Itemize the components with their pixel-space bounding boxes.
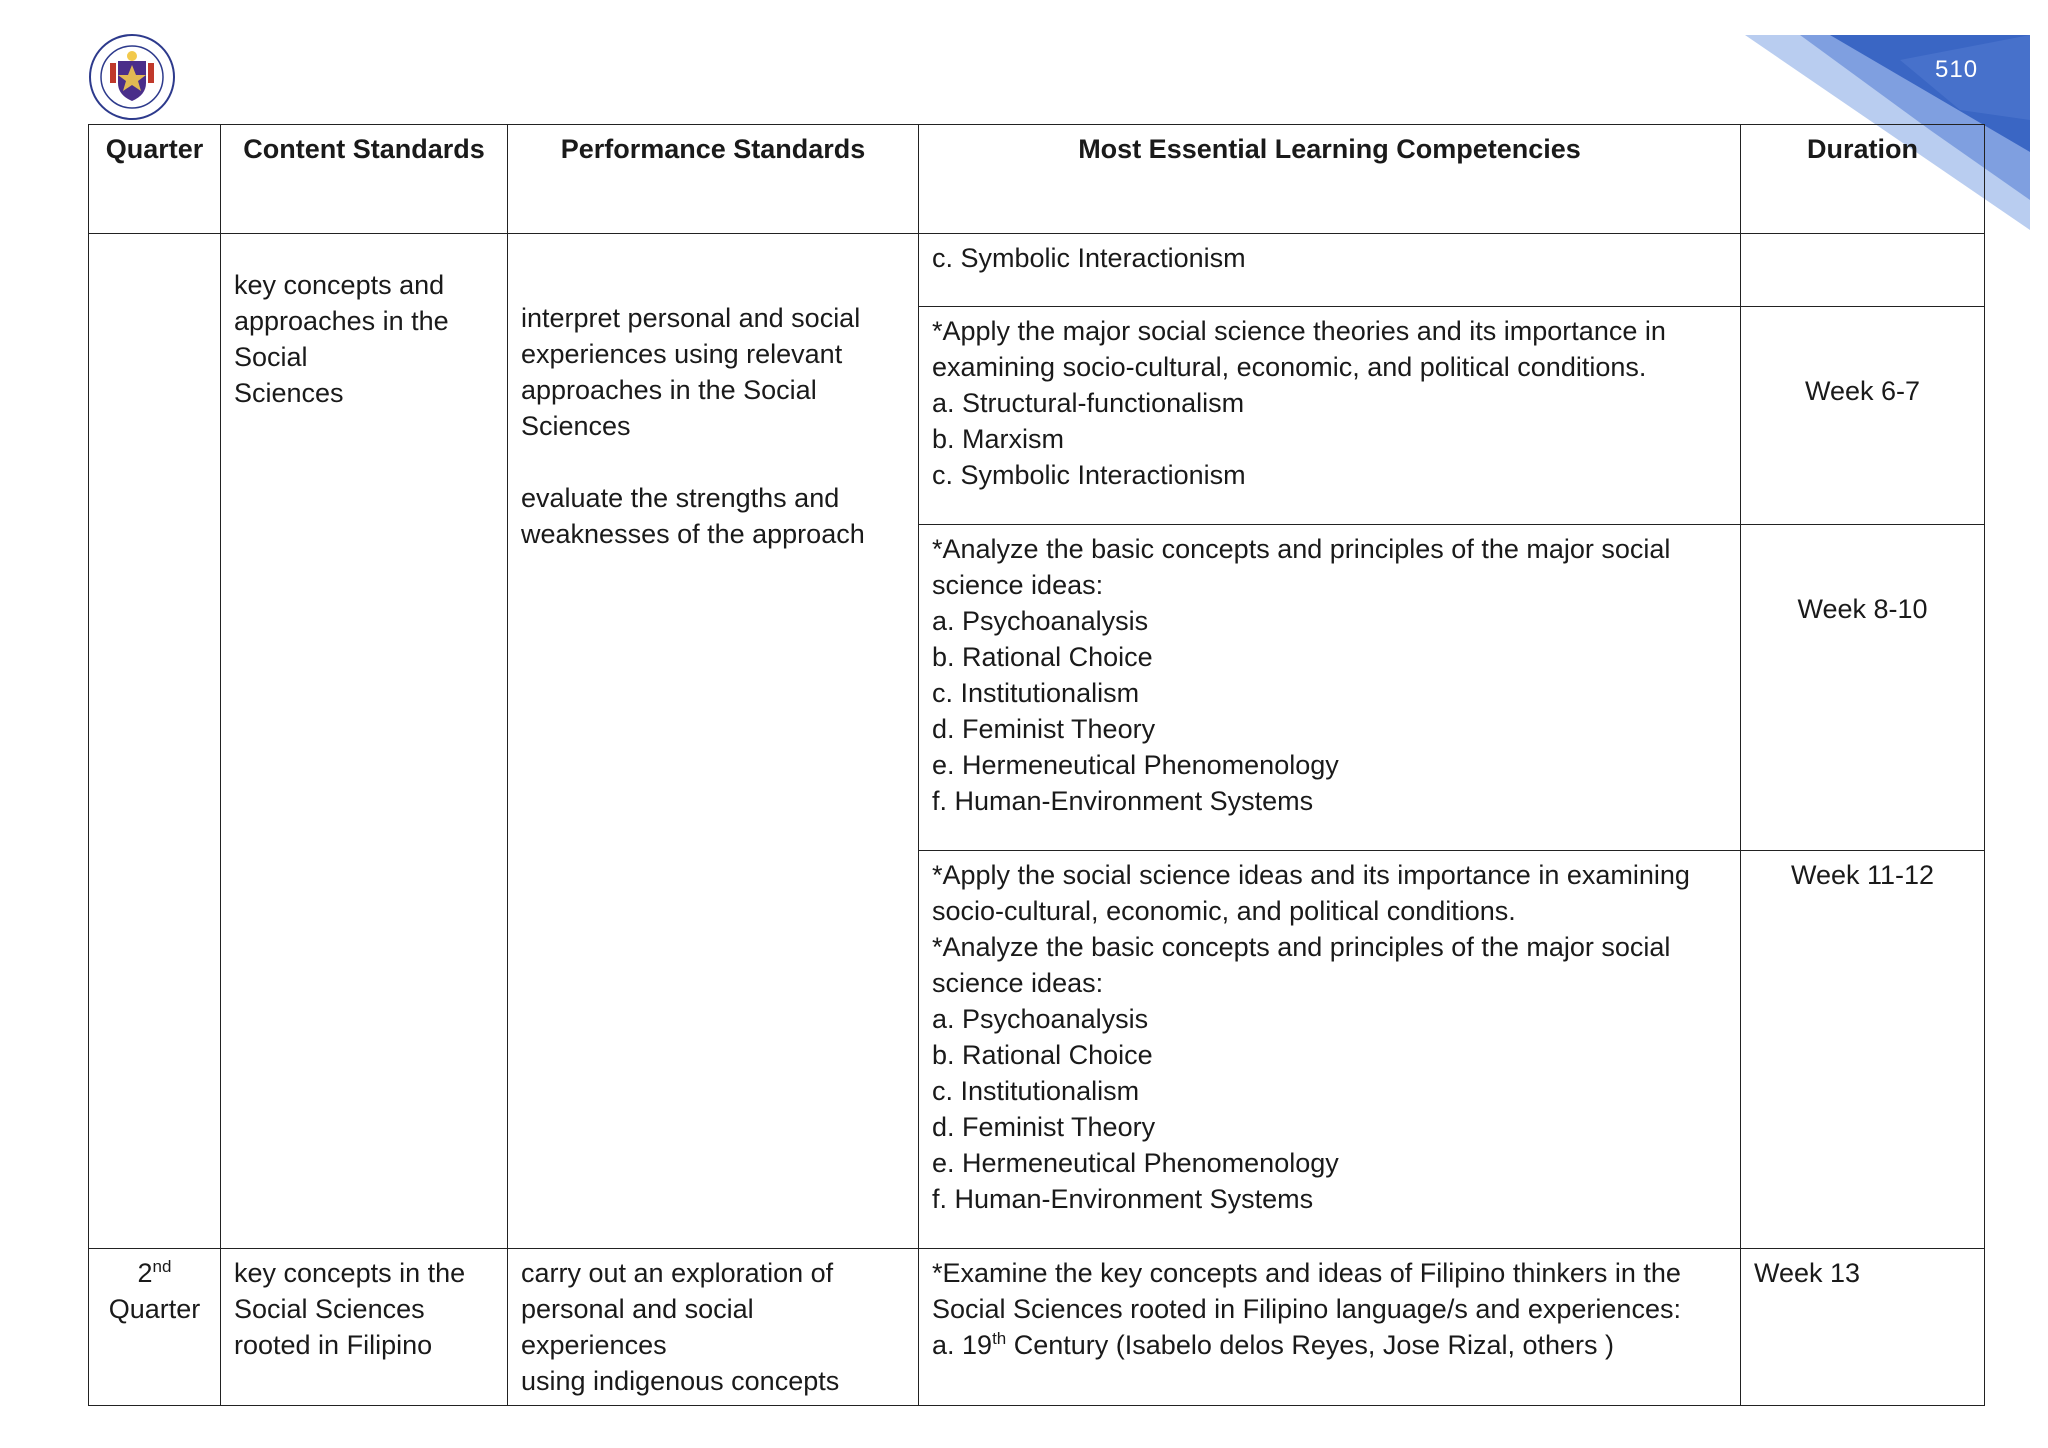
page-number: 510: [1935, 56, 1979, 83]
duration-cell: Week 6-7: [1741, 307, 1985, 525]
table-row: [89, 234, 1985, 307]
header-content-standards: Content Standards: [221, 125, 508, 234]
quarter-cell: [89, 1249, 221, 1406]
header-melc: Most Essential Learning Competencies: [919, 125, 1741, 234]
table-header-row: [89, 125, 1985, 234]
header-duration: Duration: [1741, 125, 1985, 234]
quarter-word: Quarter: [108, 1294, 201, 1324]
duration-cell: Week 11-12: [1741, 851, 1985, 1249]
performance-standard-cell: carry out an exploration of personal and social experiences using indigenous concepts: [508, 1249, 919, 1406]
performance-standard-cell: interpret personal and social experiences using relevant approaches in the Social Sciences evaluate the strengths and weaknesses of the approach: [508, 234, 919, 1249]
header-quarter: Quarter: [89, 125, 221, 234]
table-row: [89, 1249, 1985, 1406]
melc-cell: *Apply the social science ideas and its importance in examining socio-cultural, economic, and political conditions. *Analyze the basic concepts and principles of the major social science ideas: a. Psychoanalysis b. Rational Choice c. Institutionalism d. Feminist Theory e. Hermeneutical Phenomenology f. Human-Environment Systems: [919, 851, 1741, 1249]
melc-cell: *Analyze the basic concepts and principles of the major social science ideas: a. Psychoanalysis b. Rational Choice c. Institutionalism d. Feminist Theory e. Hermeneutical Phenomenology f. Human-Environment Systems: [919, 525, 1741, 851]
melc-text: *Examine the key concepts and ideas of Filipino thinkers in the Social Sciences rooted in Filipino language/s and experiences:: [932, 1258, 1681, 1324]
content-standard-cell: key concepts and approaches in the Social Sciences: [221, 234, 508, 1249]
melc-cell: c. Symbolic Interactionism: [919, 234, 1741, 307]
melc-item-suffix: th: [992, 1329, 1007, 1348]
melc-item-rest: Century (Isabelo delos Reyes, Jose Rizal, others ): [1006, 1330, 1615, 1360]
quarter-number: 2: [137, 1258, 153, 1288]
duration-cell: Week 8-10: [1741, 525, 1985, 851]
duration-cell: Week 13: [1741, 1249, 1985, 1406]
deped-seal-logo: [88, 33, 176, 121]
melc-cell: [919, 1249, 1741, 1406]
curriculum-table: [88, 124, 1985, 1406]
melc-cell: *Apply the major social science theories and its importance in examining socio-cultural, economic, and political conditions. a. Structural-functionalism b. Marxism c. Symbolic Interactionism: [919, 307, 1741, 525]
quarter-suffix: nd: [152, 1257, 172, 1276]
duration-cell: [1741, 234, 1985, 307]
melc-item-prefix: a. 19: [932, 1330, 993, 1360]
quarter-cell-empty: [89, 234, 221, 1249]
content-standard-cell: key concepts in the Social Sciences rooted in Filipino: [221, 1249, 508, 1406]
header-performance-standards: Performance Standards: [508, 125, 919, 234]
